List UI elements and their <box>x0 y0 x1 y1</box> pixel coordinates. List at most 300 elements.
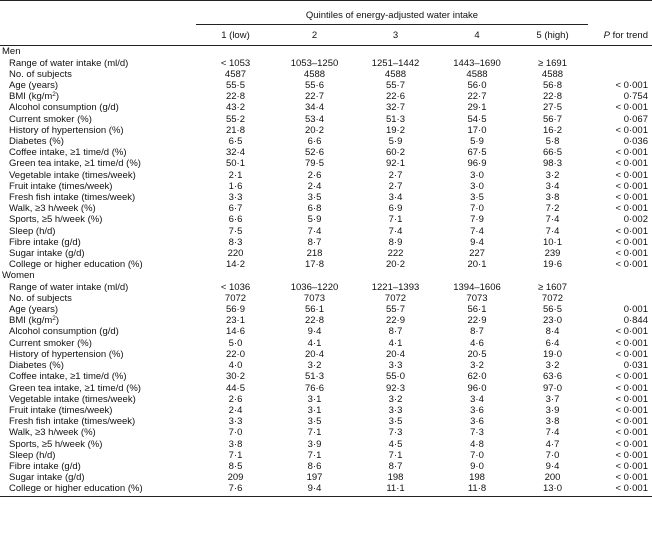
cell-quintile-3: 4588 <box>384 68 407 80</box>
table-row <box>0 394 652 405</box>
cell-quintile-2: 20·4 <box>304 348 324 360</box>
cell-quintile-3: 20·2 <box>385 259 405 271</box>
row-label-text: Vegetable intake (times/week) <box>9 393 136 405</box>
cell-quintile-3: 3·2 <box>388 393 403 405</box>
row-label-text: Sports, ≥5 h/week (%) <box>9 214 103 226</box>
cell-quintile-2: 3·1 <box>307 404 322 416</box>
table-row <box>0 371 652 382</box>
section-title: Men <box>2 46 21 58</box>
cell-quintile-5: 7072 <box>541 292 564 304</box>
row-label-text: Walk, ≥3 h/week (%) <box>9 427 96 439</box>
cell-quintile-1: 3·3 <box>228 416 243 428</box>
cell-p-for-trend: < 0·001 <box>615 203 648 215</box>
row-label <box>0 371 196 382</box>
cell-quintile-1: 23·1 <box>225 315 245 327</box>
cell-p-for-trend: < 0·001 <box>615 80 648 92</box>
cell-p-for-trend: 0·754 <box>623 91 648 103</box>
table-row <box>0 461 652 472</box>
cell-quintile-2: 53·4 <box>304 113 324 125</box>
cell-quintile-4: 227 <box>469 248 485 260</box>
cell-quintile-3: 55·7 <box>385 304 405 316</box>
cell-quintile-1: 6·6 <box>228 214 243 226</box>
cell-quintile-4: 1443–1690 <box>453 57 501 69</box>
cell-quintile-1: 5·0 <box>228 337 243 349</box>
cell-p-for-trend <box>588 282 652 293</box>
row-label <box>0 338 196 349</box>
row-label <box>0 461 196 472</box>
cell-p-for-trend: < 0·001 <box>615 449 648 461</box>
cell-quintile-5: 3·8 <box>545 416 560 428</box>
cell-quintile-5: 5·8 <box>545 136 560 148</box>
row-label <box>0 326 196 337</box>
cell-quintile-3: 11·1 <box>354 483 437 496</box>
row-label <box>0 147 196 158</box>
cell-p-for-trend: < 0·001 <box>615 248 648 260</box>
cell-quintile-1: 7·6 <box>196 483 275 496</box>
cell-quintile-3: 3·3 <box>388 404 403 416</box>
cell-quintile-1: 2·6 <box>228 393 243 405</box>
row-label-text: No. of subjects <box>9 68 72 80</box>
cell-quintile-3: 4·1 <box>388 337 403 349</box>
cell-quintile-3: 8·7 <box>388 326 403 338</box>
cell-quintile-1: 6·5 <box>228 136 243 148</box>
table-row <box>0 80 652 91</box>
row-label-text: Age (years) <box>9 304 59 316</box>
header-quintile-2: 2 <box>275 25 354 46</box>
cell-quintile-1: 8·5 <box>228 460 243 472</box>
row-label <box>0 203 196 214</box>
row-label-text: Sleep (h/d) <box>9 449 56 461</box>
row-label-text: Current smoker (%) <box>9 337 92 349</box>
cell-quintile-3: 222 <box>387 248 404 260</box>
cell-p-for-trend <box>588 58 652 69</box>
cell-quintile-3: 8·9 <box>388 236 403 248</box>
cell-quintile-4: 7·9 <box>470 214 484 226</box>
cell-quintile-2: 51·3 <box>304 371 324 383</box>
table-row <box>0 192 652 203</box>
cell-quintile-4: 3·4 <box>470 393 484 405</box>
cell-quintile-1: 7·5 <box>228 225 243 237</box>
row-label <box>0 192 196 203</box>
row-label-text: Fresh fish intake (times/week) <box>9 192 136 204</box>
cell-quintile-3: 7072 <box>384 292 407 304</box>
cell-quintile-3: 92·3 <box>385 382 405 394</box>
table-row <box>0 136 652 147</box>
cell-p-for-trend: < 0·001 <box>615 169 648 181</box>
cell-quintile-1: 4·0 <box>228 360 243 372</box>
cell-quintile-5: 8·4 <box>545 326 560 338</box>
cell-quintile-1: 32·4 <box>225 147 245 159</box>
column-header-row <box>0 25 652 46</box>
cell-quintile-1: 2·1 <box>228 169 243 181</box>
cell-quintile-2: 218 <box>306 248 323 260</box>
cell-quintile-4: 3·6 <box>470 404 484 416</box>
cell-quintile-2: 9·4 <box>275 483 354 496</box>
cell-quintile-1: 7072 <box>224 292 247 304</box>
table-row <box>0 69 652 80</box>
cell-quintile-5: 7·4 <box>545 427 560 439</box>
row-label <box>0 472 196 483</box>
table-row <box>0 439 652 450</box>
cell-quintile-5: 6·4 <box>545 337 560 349</box>
cell-quintile-3: 3·5 <box>388 416 403 428</box>
cell-quintile-1: 209 <box>227 472 244 484</box>
cell-quintile-1: 14·6 <box>225 326 245 338</box>
row-label-text: Fresh fish intake (times/week) <box>9 416 136 428</box>
cell-quintile-4: 7·0 <box>470 449 484 461</box>
cell-quintile-2: 4588 <box>303 68 326 80</box>
row-label-superscript: 2 <box>52 315 56 323</box>
cell-quintile-5: 3·2 <box>545 360 560 372</box>
cell-quintile-2: 6·6 <box>307 136 322 148</box>
row-label <box>0 439 196 450</box>
cell-quintile-2: 8·7 <box>307 236 322 248</box>
cell-quintile-5: 22·8 <box>542 91 562 103</box>
table-row <box>0 450 652 461</box>
cell-p-for-trend: < 0·001 <box>615 404 648 416</box>
row-label <box>0 259 196 270</box>
cell-quintile-5: 23·0 <box>542 315 562 327</box>
row-label <box>0 349 196 360</box>
row-label-text: Age (years) <box>9 80 59 92</box>
row-label <box>0 427 196 438</box>
row-label-text: College or higher education (%) <box>9 483 143 495</box>
cell-quintile-4: 7·0 <box>470 203 484 215</box>
cell-quintile-4: 56·1 <box>467 304 487 316</box>
table-row <box>0 226 652 237</box>
cell-quintile-5: 63·6 <box>542 371 562 383</box>
table-row <box>0 405 652 416</box>
cell-p-for-trend: 0·036 <box>623 136 648 148</box>
cell-quintile-2: 56·1 <box>304 304 324 316</box>
cell-quintile-1: 1·6 <box>228 180 243 192</box>
table-row <box>0 114 652 125</box>
row-label-text: Alcohol consumption (g/d) <box>9 102 119 114</box>
cell-quintile-3: 7·1 <box>388 449 403 461</box>
cell-quintile-4: 54·5 <box>467 113 487 125</box>
table-row <box>0 248 652 259</box>
cell-p-for-trend: 0·067 <box>623 113 648 125</box>
cell-quintile-4: 11·8 <box>437 483 517 496</box>
row-label-tail: ) <box>55 315 60 327</box>
row-label <box>0 158 196 169</box>
row-label-text: College or higher education (%) <box>9 259 143 271</box>
cell-quintile-1: 56·9 <box>225 304 245 316</box>
cell-quintile-2: 52·6 <box>304 147 324 159</box>
cell-p-for-trend: < 0·001 <box>615 225 648 237</box>
cell-quintile-4: 5·9 <box>470 136 484 148</box>
table-row <box>0 383 652 394</box>
cell-quintile-1: 50·1 <box>225 158 245 170</box>
cell-quintile-5: 56·7 <box>542 113 562 125</box>
cell-quintile-4: 29·1 <box>467 102 487 114</box>
cell-quintile-4: 7073 <box>466 292 488 304</box>
cell-quintile-3: 2·7 <box>388 169 403 181</box>
cell-quintile-5: 10·1 <box>542 236 562 248</box>
cell-p-for-trend: 0·844 <box>623 315 648 327</box>
cell-p-for-trend: < 0·001 <box>615 393 648 405</box>
row-label <box>0 136 196 147</box>
header-p-for-trend <box>588 25 652 46</box>
table-row <box>0 315 652 326</box>
row-label-text: Range of water intake (ml/d) <box>9 57 129 69</box>
cell-quintile-1: 55·2 <box>225 113 245 125</box>
cell-p-for-trend: < 0·001 <box>615 371 648 383</box>
cell-quintile-5: 4·7 <box>545 438 560 450</box>
table-row <box>0 349 652 360</box>
cell-quintile-2: 3·9 <box>307 438 322 450</box>
cell-quintile-3: 2·7 <box>388 180 403 192</box>
cell-quintile-2: 3·2 <box>307 360 322 372</box>
cell-quintile-4: 3·0 <box>470 180 484 192</box>
cell-quintile-2: 1053–1250 <box>290 57 339 69</box>
cell-p-for-trend: 0·001 <box>623 304 648 316</box>
header-quintile-3: 3 <box>354 25 437 46</box>
cell-quintile-1: 44·5 <box>225 382 245 394</box>
table-row <box>0 259 652 270</box>
row-label <box>0 170 196 181</box>
cell-p-for-trend: < 0·001 <box>588 483 652 496</box>
cell-quintile-4: 4·8 <box>470 438 484 450</box>
row-label-text: Green tea intake, ≥1 time/d (%) <box>9 158 141 170</box>
cell-quintile-1: < 1036 <box>220 281 251 293</box>
cell-p-for-trend: < 0·001 <box>615 348 648 360</box>
cell-quintile-2: 3·5 <box>307 192 322 204</box>
cell-quintile-3: 1221–1393 <box>371 281 420 293</box>
row-label <box>0 282 196 293</box>
cell-quintile-4: 67·5 <box>467 147 487 159</box>
row-label-text: Green tea intake, ≥1 time/d (%) <box>9 382 141 394</box>
table-row <box>0 181 652 192</box>
cell-quintile-5: 27·5 <box>542 102 562 114</box>
table-row <box>0 91 652 102</box>
row-label-text: Vegetable intake (times/week) <box>9 169 136 181</box>
cell-p-for-trend <box>588 69 652 80</box>
cell-quintile-2: 7073 <box>303 292 326 304</box>
cell-quintile-5: 16·2 <box>542 124 562 136</box>
cell-quintile-3: 92·1 <box>385 158 405 170</box>
row-label <box>0 394 196 405</box>
cell-quintile-5: 3·4 <box>545 180 560 192</box>
header-quintile-4: 4 <box>437 25 517 46</box>
cell-quintile-1: < 1053 <box>220 57 251 69</box>
cell-quintile-5: 3·2 <box>545 169 560 181</box>
row-label-text: Sugar intake (g/d) <box>9 248 85 260</box>
cell-quintile-5: 7·0 <box>545 449 560 461</box>
row-label-text: Sleep (h/d) <box>9 225 56 237</box>
cell-quintile-5: 7·4 <box>545 225 560 237</box>
row-label-text: No. of subjects <box>9 292 72 304</box>
cell-quintile-5: ≥ 1691 <box>538 57 567 69</box>
row-label-text: Diabetes (%) <box>9 360 64 372</box>
cell-quintile-2: 79·5 <box>304 158 324 170</box>
cell-p-for-trend <box>588 293 652 304</box>
row-label <box>0 416 196 427</box>
row-label-tail: ) <box>55 91 60 103</box>
cell-quintile-2: 7·4 <box>307 225 322 237</box>
cell-quintile-3: 60·2 <box>385 147 405 159</box>
cell-quintile-5: 3·9 <box>545 404 560 416</box>
cell-quintile-5: 3·7 <box>545 393 560 405</box>
cell-quintile-1: 2·4 <box>228 404 243 416</box>
cell-quintile-3: 32·7 <box>385 102 405 114</box>
row-label-text: Current smoker (%) <box>9 113 92 125</box>
row-label-text: Range of water intake (ml/d) <box>9 281 129 293</box>
cell-quintile-3: 51·3 <box>385 113 405 125</box>
cell-quintile-3: 5·9 <box>388 136 403 148</box>
cell-quintile-2: 2·4 <box>307 180 322 192</box>
table-row <box>0 416 652 427</box>
cell-quintile-2: 4·1 <box>307 337 322 349</box>
cell-p-for-trend: < 0·001 <box>615 438 648 450</box>
row-label-text: BMI (kg/m <box>9 315 53 327</box>
cell-quintile-2: 9·4 <box>307 326 322 338</box>
cell-quintile-5: 239 <box>544 248 561 260</box>
row-label-text: Fibre intake (g/d) <box>9 236 81 248</box>
cell-p-for-trend: < 0·001 <box>615 326 648 338</box>
cell-quintile-5: 98·3 <box>542 158 562 170</box>
cell-p-for-trend: < 0·001 <box>615 382 648 394</box>
row-label-text: Sports, ≥5 h/week (%) <box>9 438 103 450</box>
cell-quintile-4: 7·3 <box>470 427 484 439</box>
cell-quintile-4: 62·0 <box>467 371 487 383</box>
row-label-text: Fruit intake (times/week) <box>9 404 113 416</box>
table-row <box>0 214 652 225</box>
table-row <box>0 147 652 158</box>
row-label-text: BMI (kg/m <box>9 91 53 103</box>
table-row <box>0 102 652 113</box>
cell-quintile-3: 19·2 <box>385 124 405 136</box>
row-label-text: Sugar intake (g/d) <box>9 472 85 484</box>
cell-quintile-1: 8·3 <box>228 236 243 248</box>
cell-quintile-2: 197 <box>306 472 323 484</box>
table-row <box>0 58 652 69</box>
cell-quintile-4: 20·5 <box>467 348 487 360</box>
table-row <box>0 472 652 483</box>
cell-quintile-2: 8·6 <box>307 460 322 472</box>
row-label <box>0 91 196 102</box>
table-row <box>0 293 652 304</box>
cell-quintile-4: 56·0 <box>467 80 487 92</box>
cell-p-for-trend: < 0·001 <box>615 102 648 114</box>
cell-quintile-4: 9·0 <box>470 460 484 472</box>
row-label <box>0 383 196 394</box>
header-quintile-5: 5 (high) <box>517 25 588 46</box>
row-label-text: History of hypertension (%) <box>9 348 124 360</box>
cell-p-for-trend: < 0·001 <box>615 236 648 248</box>
cell-quintile-4: 4588 <box>466 68 488 80</box>
row-label <box>0 114 196 125</box>
cell-quintile-1: 7·1 <box>228 449 243 461</box>
cell-quintile-3: 198 <box>387 472 404 484</box>
cell-quintile-3: 3·3 <box>388 360 403 372</box>
cell-quintile-2: 7·1 <box>307 427 322 439</box>
row-label-text: Diabetes (%) <box>9 136 64 148</box>
row-label <box>0 214 196 225</box>
row-label <box>0 315 196 326</box>
table-row <box>0 483 652 496</box>
cell-quintile-1: 3·8 <box>228 438 243 450</box>
cell-quintile-4: 96·9 <box>467 158 487 170</box>
cell-quintile-1: 14·2 <box>225 259 245 271</box>
cell-p-for-trend: < 0·001 <box>615 337 648 349</box>
cell-quintile-5: 19·0 <box>542 348 562 360</box>
table-body <box>0 46 652 496</box>
cell-quintile-1: 4587 <box>224 68 247 80</box>
cell-quintile-2: 22·8 <box>304 315 324 327</box>
cell-quintile-3: 7·3 <box>388 427 403 439</box>
cell-quintile-2: 3·5 <box>307 416 322 428</box>
section-header-row <box>0 46 652 58</box>
row-label <box>0 102 196 113</box>
cell-quintile-5: 97·0 <box>542 382 562 394</box>
cell-quintile-3: 55·0 <box>385 371 405 383</box>
cell-quintile-4: 20·1 <box>467 259 487 271</box>
cell-p-for-trend: < 0·001 <box>615 124 648 136</box>
quintile-spanner-header: Quintiles of energy-adjusted water intake <box>196 1 588 25</box>
cell-p-for-trend: 0·002 <box>623 214 648 226</box>
row-label <box>0 360 196 371</box>
cell-quintile-1: 30·2 <box>225 371 245 383</box>
cell-quintile-1: 3·3 <box>228 192 243 204</box>
cell-quintile-5: 56·5 <box>542 304 562 316</box>
cell-quintile-1: 7·0 <box>228 427 243 439</box>
cell-quintile-2: 7·1 <box>307 449 322 461</box>
cell-quintile-1: 21·8 <box>225 124 245 136</box>
row-label <box>0 226 196 237</box>
cell-quintile-4: 3·6 <box>470 416 484 428</box>
row-label-text: History of hypertension (%) <box>9 124 124 136</box>
cell-quintile-2: 20·2 <box>304 124 324 136</box>
cell-quintile-4: 22·7 <box>467 91 487 103</box>
cell-quintile-4: 7·4 <box>470 225 484 237</box>
cell-quintile-4: 3·0 <box>470 169 484 181</box>
row-label <box>0 304 196 315</box>
cell-quintile-2: 1036–1220 <box>290 281 339 293</box>
row-label-text: Walk, ≥3 h/week (%) <box>9 203 96 215</box>
cell-quintile-4: 198 <box>469 472 485 484</box>
cell-quintile-3: 1251–1442 <box>371 57 420 69</box>
table-row <box>0 360 652 371</box>
cell-p-for-trend: 0·031 <box>623 360 648 372</box>
cell-quintile-3: 4·5 <box>388 438 403 450</box>
table-row <box>0 170 652 181</box>
cell-quintile-3: 55·7 <box>385 80 405 92</box>
cell-quintile-4: 9·4 <box>470 236 484 248</box>
cell-quintile-4: 3·2 <box>470 360 484 372</box>
row-label <box>0 181 196 192</box>
cell-quintile-5: 9·4 <box>545 460 560 472</box>
cell-quintile-1: 6·7 <box>228 203 243 215</box>
row-label-text: Coffee intake, ≥1 time/d (%) <box>9 371 127 383</box>
cell-p-for-trend: < 0·001 <box>615 147 648 159</box>
cell-quintile-5: 3·8 <box>545 192 560 204</box>
table-row <box>0 158 652 169</box>
row-label <box>0 405 196 416</box>
cell-quintile-2: 17·8 <box>304 259 324 271</box>
row-label <box>0 69 196 80</box>
cell-quintile-1: 220 <box>227 248 244 260</box>
cell-quintile-4: 96·0 <box>467 382 487 394</box>
table-row <box>0 304 652 315</box>
cell-quintile-3: 7·4 <box>388 225 403 237</box>
cell-quintile-4: 8·7 <box>470 326 484 338</box>
cell-p-for-trend: < 0·001 <box>615 192 648 204</box>
table-row <box>0 338 652 349</box>
cell-quintile-3: 20·4 <box>385 348 405 360</box>
cell-quintile-5: 19·6 <box>542 259 562 271</box>
cell-quintile-1: 55·5 <box>225 80 245 92</box>
